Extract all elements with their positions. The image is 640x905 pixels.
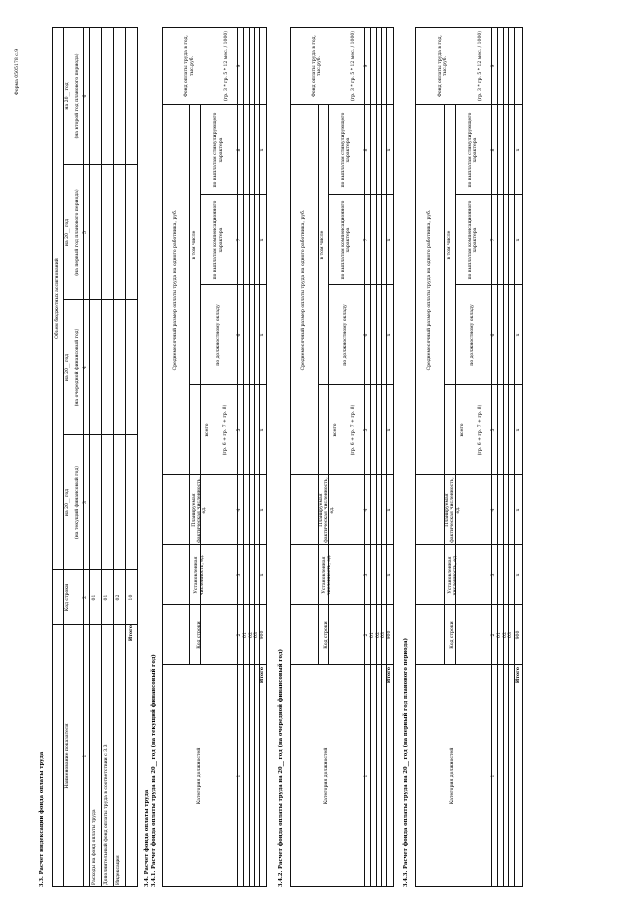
col-category: Категория должностей [196, 747, 202, 805]
col-planned: Планируемая фактическая численность, ед. [319, 477, 335, 543]
col-total: Объем бюджетных ассигнований [54, 258, 60, 339]
col-established: Установленная численность, ед. [321, 554, 332, 596]
col-year2-sub: (на очередной финансовый год) [75, 328, 81, 407]
table-row: 02 [248, 632, 254, 638]
col-year3-sub: (на первый год планового периода) [75, 189, 81, 276]
col-incl: в том числе [446, 230, 452, 260]
col-year3: на 20__ год [65, 218, 71, 247]
table-row: 02 [375, 632, 381, 638]
table-row: 03 [253, 632, 259, 638]
col-avg-salary: Среднемесячный размер оплаты труда на одного работника, руб. [426, 209, 432, 371]
col-indicator: Наименование показателя [64, 723, 70, 789]
col-code: Код строки [324, 621, 330, 649]
table-row: 01 [497, 632, 503, 638]
col-comp: по выплатам компенсационного характера [213, 200, 224, 280]
col-year4-sub: (на второй год планового периода) [75, 53, 81, 139]
col-comp: по выплатам компенсационного характера [340, 200, 351, 280]
total-row-label: Итого [387, 667, 393, 684]
section-title-3-4: 3.4. Расчет фонда оплаты труда [144, 789, 150, 887]
col-avg-salary: Среднемесячный размер оплаты труда на одного работника, руб. [172, 209, 178, 371]
col-salary: по должностному окладу [470, 304, 476, 366]
section-title-3-4-2: 3.4.2. Расчет фонда оплаты труда на 20__ год (на очередной финансовый год) [278, 649, 284, 887]
col-fund: Фонд оплаты труда в год, тыс.руб. [437, 35, 448, 97]
col-incl: в том числе [191, 230, 197, 260]
col-category: Категория должностей [450, 747, 456, 805]
col-code: Код строки [64, 583, 70, 612]
table-row: 01 [370, 632, 376, 638]
col-code: Код строки [196, 621, 202, 649]
col-year1-sub: (на текущий финансовый год) [75, 465, 81, 540]
col-fund: Фонд оплаты труда в год, тыс.руб. [311, 35, 322, 97]
form-code: Форма 0505178 с.9 [15, 48, 20, 95]
col-avg-total: всего [332, 423, 338, 437]
col-avg-salary: Среднемесячный размер оплаты труда на одного работника, руб. [301, 209, 307, 371]
col-established: Установленная численность, ед. [447, 554, 458, 596]
section-title-3-4-3: 3.4.3. Расчет фонда оплаты труда на 20__ год (на первый год планового периода) [403, 638, 409, 887]
col-avg-total: всего [204, 423, 210, 437]
col-incl: в том числе [320, 230, 326, 260]
total-row-label: Итого [128, 625, 134, 642]
table-row: 01 [243, 632, 249, 638]
col-avg-total: всего [459, 423, 465, 437]
table-row: 02 [502, 632, 508, 638]
table-row: Индексация [116, 855, 122, 885]
table-row: 03 [508, 632, 514, 638]
col-year2: на 20__ год [65, 353, 71, 382]
col-salary: по должностному окладу [215, 304, 221, 366]
col-planned: Планируемая фактическая численность, ед. [191, 477, 208, 543]
col-stim: по выплатам стимулирующего характера [213, 112, 224, 188]
table-row: 03 [380, 632, 386, 638]
section-title-3-3: 3.3. Расчет индексации фонда оплаты труда [39, 751, 45, 887]
col-planned: Планируемая фактическая численность, ед. [445, 477, 461, 543]
section-title-3-4-1: 3.4.1. Расчет фонда оплаты труда на 20__ год (на текущий финансовый год) [151, 654, 157, 887]
col-year4: на 20__ год [65, 82, 71, 110]
col-fund: Фонд оплаты труда в год, тыс.руб. [184, 35, 195, 97]
table-row: Дополнительный фонд оплаты труда в соответствии с 3.3 [104, 744, 110, 885]
col-year1: на 20__ год [65, 488, 71, 517]
col-salary: по должностному окладу [343, 304, 349, 366]
col-category: Категория должностей [324, 747, 330, 805]
col-established: Установленная численность, ед. [194, 554, 205, 596]
col-stim: по выплатам стимулирующего характера [340, 112, 351, 188]
table-row: Расходы на фонд оплаты труда [92, 809, 98, 885]
document-page: Форма 0505178 с.9 3.3. Расчет индексации фонда оплаты труда Наименование показателя Код строки Объем бюджетных ассигнований на 20__ год (на текущий финансовый год) на 20__ год (на очередной финансовый год) на 20__ год (на первый год планового периода) на 20__ год (на второй год планового периода) 1 2 3 4 5 6 Расходы на фонд оплаты труда 01 Дополнительный фонд оплаты труда в соответствии с 3.3 01 Индексация 02 Итого 10 3.4. Расчет фонда оплаты труда 3.4.1. Расчет фонда оплаты труда на 20__ год (на текущий финансовый год) Категория должностей Код строки Установленная численность, ед. Планируемая фактическая численность, ед. Среднемесячный размер оплаты труда на одного работника, руб. в том числе всего (гр. 6 + гр. 7 + гр. 8) по должностному окладу по выплатам компенсационного характера по выплатам стимулирующего характера Фонд оплаты труда в год, тыс.руб. (гр. 3 * гр. 5 * 12 мес. / 1000) 1 2 3 4 5 6 7 8 9 01 02 03 Итого 900 х х х х х х 3.4.2. Расчет фонда оплаты труда на 20__ год (на очередной финансовый год) Категория должностей Код строки Установленная численность, ед. Планируемая фактическая численность, ед. Среднемесячный размер оплаты труда на одного работника, руб. в том числе всего (гр. 6 + гр. 7 + гр. 8) по должностному окладу по выплатам компенсационного характера по выплатам стимулирующего характера Фонд оплаты труда в год, тыс.руб. (гр. 3 * гр. 5 * 12 мес. / 1000) 1 2 3 4 5 6 7 8 9 01 02 03 Итого 900 х х х х х х 3.4.3. Расчет фонда оплаты труда на 20__ год (на первый год планового периода) Категория должностей Код строки Установленная численность, ед. Планируемая фактическая численность, ед. Среднемесячный размер оплаты труда на одного работника, руб. в том числе всего (гр. 6 + гр. 7 + гр. 8) по должностному окладу по выплатам компенсационного характера по выплатам стимулирующего характера Фонд оплаты труда в год, тыс.руб. (гр. 3 * гр. 5 * 12 мес. / 1000) 1 2 3 4 5 6 7 8 9 01 02 03 Итого 900 х х х х х х [0, 0, 640, 905]
total-row-label: Итого [515, 667, 521, 684]
total-row-label: Итого [260, 667, 266, 684]
col-comp: по выплатам компенсационного характера [467, 200, 478, 280]
col-stim: по выплатам стимулирующего характера [467, 112, 478, 188]
col-code: Код строки [450, 621, 456, 649]
